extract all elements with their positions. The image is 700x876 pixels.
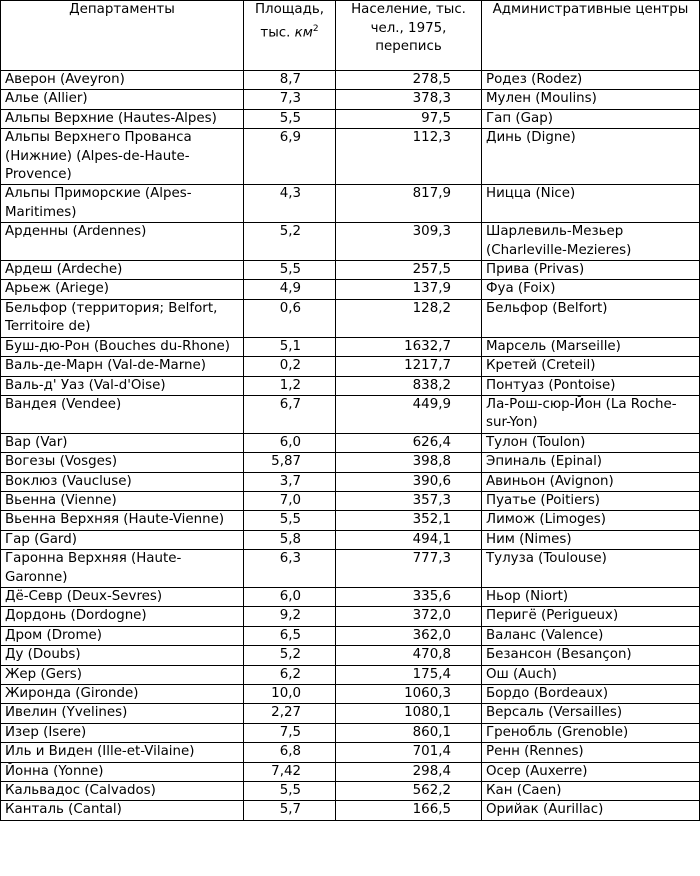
header-row [1,1,700,71]
cell-area: 5,2 [244,646,336,665]
cell-department: Ду (Doubs) [1,646,244,665]
cell-center: Ош (Auch) [482,665,700,684]
cell-population: 97,5 [336,109,482,128]
cell-department: Ивелин (Yvelines) [1,704,244,723]
cell-area: 7,3 [244,90,336,109]
cell-area: 4,9 [244,280,336,299]
cell-area: 4,3 [244,185,336,223]
cell-department: Альпы Верхнего Прованса (Нижние) (Alpes-de-Haute-Provence) [1,129,244,185]
cell-center: Гап (Gap) [482,109,700,128]
cell-department: Гаронна Верхняя (Haute-Garonne) [1,550,244,588]
cell-area: 5,8 [244,530,336,549]
cell-department: Гар (Gard) [1,530,244,549]
cell-center: Прива (Privas) [482,261,700,280]
cell-population: 278,5 [336,71,482,90]
cell-area: 1,2 [244,376,336,395]
cell-center: Осер (Auxerre) [482,762,700,781]
cell-center: Понтуаз (Pontoise) [482,376,700,395]
cell-center: Ним (Nimes) [482,530,700,549]
table-row [1,762,700,781]
table-row [1,185,700,223]
cell-area: 6,5 [244,626,336,645]
cell-center: Ницца (Nice) [482,185,700,223]
cell-population: 1080,1 [336,704,482,723]
cell-population: 449,9 [336,395,482,433]
header-population: Население, тыс. чел., 1975, перепись [336,1,482,71]
table-row [1,801,700,820]
cell-area: 7,5 [244,723,336,742]
cell-center: Марсель (Marseille) [482,337,700,356]
cell-center: Версаль (Versailles) [482,704,700,723]
cell-population: 838,2 [336,376,482,395]
cell-department: Вогезы (Vosges) [1,453,244,472]
cell-department: Аверон (Aveyron) [1,71,244,90]
header-area-sup: 2 [312,23,319,34]
table-row [1,261,700,280]
cell-area: 6,8 [244,743,336,762]
table-row [1,743,700,762]
cell-area: 8,7 [244,71,336,90]
table-row [1,71,700,90]
cell-center: Тулон (Toulon) [482,433,700,452]
cell-area: 2,27 [244,704,336,723]
cell-population: 470,8 [336,646,482,665]
cell-department: Ардеш (Ardeche) [1,261,244,280]
cell-department: Дром (Drome) [1,626,244,645]
cell-population: 357,3 [336,491,482,510]
cell-population: 817,9 [336,185,482,223]
cell-area: 0,6 [244,299,336,337]
table-row [1,376,700,395]
cell-department: Иль и Виден (Ille-et-Vilaine) [1,743,244,762]
cell-department: Арьеж (Ariege) [1,280,244,299]
cell-center: Авиньон (Avignon) [482,472,700,491]
cell-area: 6,3 [244,550,336,588]
cell-population: 1060,3 [336,685,482,704]
cell-department: Кальвадос (Calvados) [1,782,244,801]
cell-population: 562,2 [336,782,482,801]
table-row [1,704,700,723]
cell-center: Ньор (Niort) [482,587,700,606]
cell-department: Бельфор (территория; Belfort, Territoire de) [1,299,244,337]
cell-department: Алье (Allier) [1,90,244,109]
cell-area: 6,9 [244,129,336,185]
cell-department: Альпы Приморские (Alpes-Maritimes) [1,185,244,223]
cell-population: 701,4 [336,743,482,762]
cell-center: Фуа (Foix) [482,280,700,299]
cell-area: 5,2 [244,223,336,261]
cell-population: 626,4 [336,433,482,452]
cell-department: Дордонь (Dordogne) [1,607,244,626]
cell-population: 309,3 [336,223,482,261]
cell-area: 6,0 [244,587,336,606]
table-row [1,395,700,433]
cell-population: 175,4 [336,665,482,684]
cell-department: Изер (Isere) [1,723,244,742]
cell-department: Канталь (Cantal) [1,801,244,820]
cell-department: Вар (Var) [1,433,244,452]
cell-population: 1217,7 [336,357,482,376]
cell-population: 390,6 [336,472,482,491]
table-row [1,472,700,491]
cell-center: Эпиналь (Epinal) [482,453,700,472]
cell-population: 362,0 [336,626,482,645]
cell-population: 1632,7 [336,337,482,356]
cell-department: Воклюз (Vaucluse) [1,472,244,491]
table-row [1,665,700,684]
header-area-unit: км [294,24,313,40]
cell-center: Кретей (Creteil) [482,357,700,376]
cell-area: 6,2 [244,665,336,684]
table-row [1,357,700,376]
cell-center: Перигё (Perigueux) [482,607,700,626]
cell-center: Орийак (Aurillac) [482,801,700,820]
cell-department: Вьенна Верхняя (Haute-Vienne) [1,511,244,530]
cell-center: Шарлевиль-Мезьер (Charleville-Mezieres) [482,223,700,261]
table-row [1,491,700,510]
cell-population: 398,8 [336,453,482,472]
cell-area: 6,0 [244,433,336,452]
cell-center: Валанс (Valence) [482,626,700,645]
cell-area: 3,7 [244,472,336,491]
cell-area: 5,7 [244,801,336,820]
cell-area: 5,87 [244,453,336,472]
cell-department: Арденны (Ardennes) [1,223,244,261]
cell-center: Динь (Digne) [482,129,700,185]
cell-area: 9,2 [244,607,336,626]
cell-department: Дё-Севр (Deux-Sevres) [1,587,244,606]
header-centers: Административные центры [482,1,700,71]
table-row [1,337,700,356]
table-row [1,646,700,665]
cell-area: 5,1 [244,337,336,356]
cell-area: 7,42 [244,762,336,781]
table-row [1,129,700,185]
table-row [1,626,700,645]
header-area-line2: тыс. [260,24,295,40]
cell-population: 112,3 [336,129,482,185]
cell-center: Ренн (Rennes) [482,743,700,762]
cell-area: 7,0 [244,491,336,510]
header-area [244,1,336,71]
cell-center: Тулуза (Toulouse) [482,550,700,588]
cell-center: Бельфор (Belfort) [482,299,700,337]
cell-area: 5,5 [244,109,336,128]
cell-center: Бордо (Bordeaux) [482,685,700,704]
header-area-line1: Площадь, [254,2,325,17]
cell-department: Йонна (Yonne) [1,762,244,781]
table-row [1,607,700,626]
cell-area: 5,5 [244,782,336,801]
cell-population: 378,3 [336,90,482,109]
table-row [1,782,700,801]
cell-department: Буш-дю-Рон (Bouches du-Rhone) [1,337,244,356]
cell-population: 777,3 [336,550,482,588]
table-row [1,723,700,742]
cell-population: 335,6 [336,587,482,606]
table-row [1,530,700,549]
cell-center: Лимож (Limoges) [482,511,700,530]
cell-department: Валь-д' Уаз (Val-d'Oise) [1,376,244,395]
table-row [1,511,700,530]
cell-population: 257,5 [336,261,482,280]
cell-center: Ла-Рош-сюр-Йон (La Roche-sur-Yon) [482,395,700,433]
cell-department: Жиронда (Gironde) [1,685,244,704]
cell-area: 5,5 [244,511,336,530]
cell-center: Родез (Rodez) [482,71,700,90]
table-row [1,299,700,337]
cell-center: Пуатье (Poitiers) [482,491,700,510]
table-row [1,90,700,109]
table-row [1,550,700,588]
cell-center: Мулен (Moulins) [482,90,700,109]
table-row [1,109,700,128]
table-row [1,685,700,704]
cell-department: Валь-де-Марн (Val-de-Marne) [1,357,244,376]
cell-area: 10,0 [244,685,336,704]
cell-center: Кан (Caen) [482,782,700,801]
cell-population: 137,9 [336,280,482,299]
cell-center: Безансон (Besançon) [482,646,700,665]
cell-area: 6,7 [244,395,336,433]
cell-population: 372,0 [336,607,482,626]
cell-area: 5,5 [244,261,336,280]
header-departments: Департаменты [1,1,244,71]
table-row [1,433,700,452]
table-row [1,223,700,261]
cell-department: Вьенна (Vienne) [1,491,244,510]
cell-center: Гренобль (Grenoble) [482,723,700,742]
cell-population: 352,1 [336,511,482,530]
cell-population: 166,5 [336,801,482,820]
cell-department: Вандея (Vendee) [1,395,244,433]
cell-area: 0,2 [244,357,336,376]
cell-department: Альпы Верхние (Hautes-Alpes) [1,109,244,128]
cell-population: 128,2 [336,299,482,337]
cell-population: 298,4 [336,762,482,781]
cell-population: 860,1 [336,723,482,742]
table-row [1,280,700,299]
table-row [1,453,700,472]
cell-population: 494,1 [336,530,482,549]
cell-department: Жер (Gers) [1,665,244,684]
table-row [1,587,700,606]
